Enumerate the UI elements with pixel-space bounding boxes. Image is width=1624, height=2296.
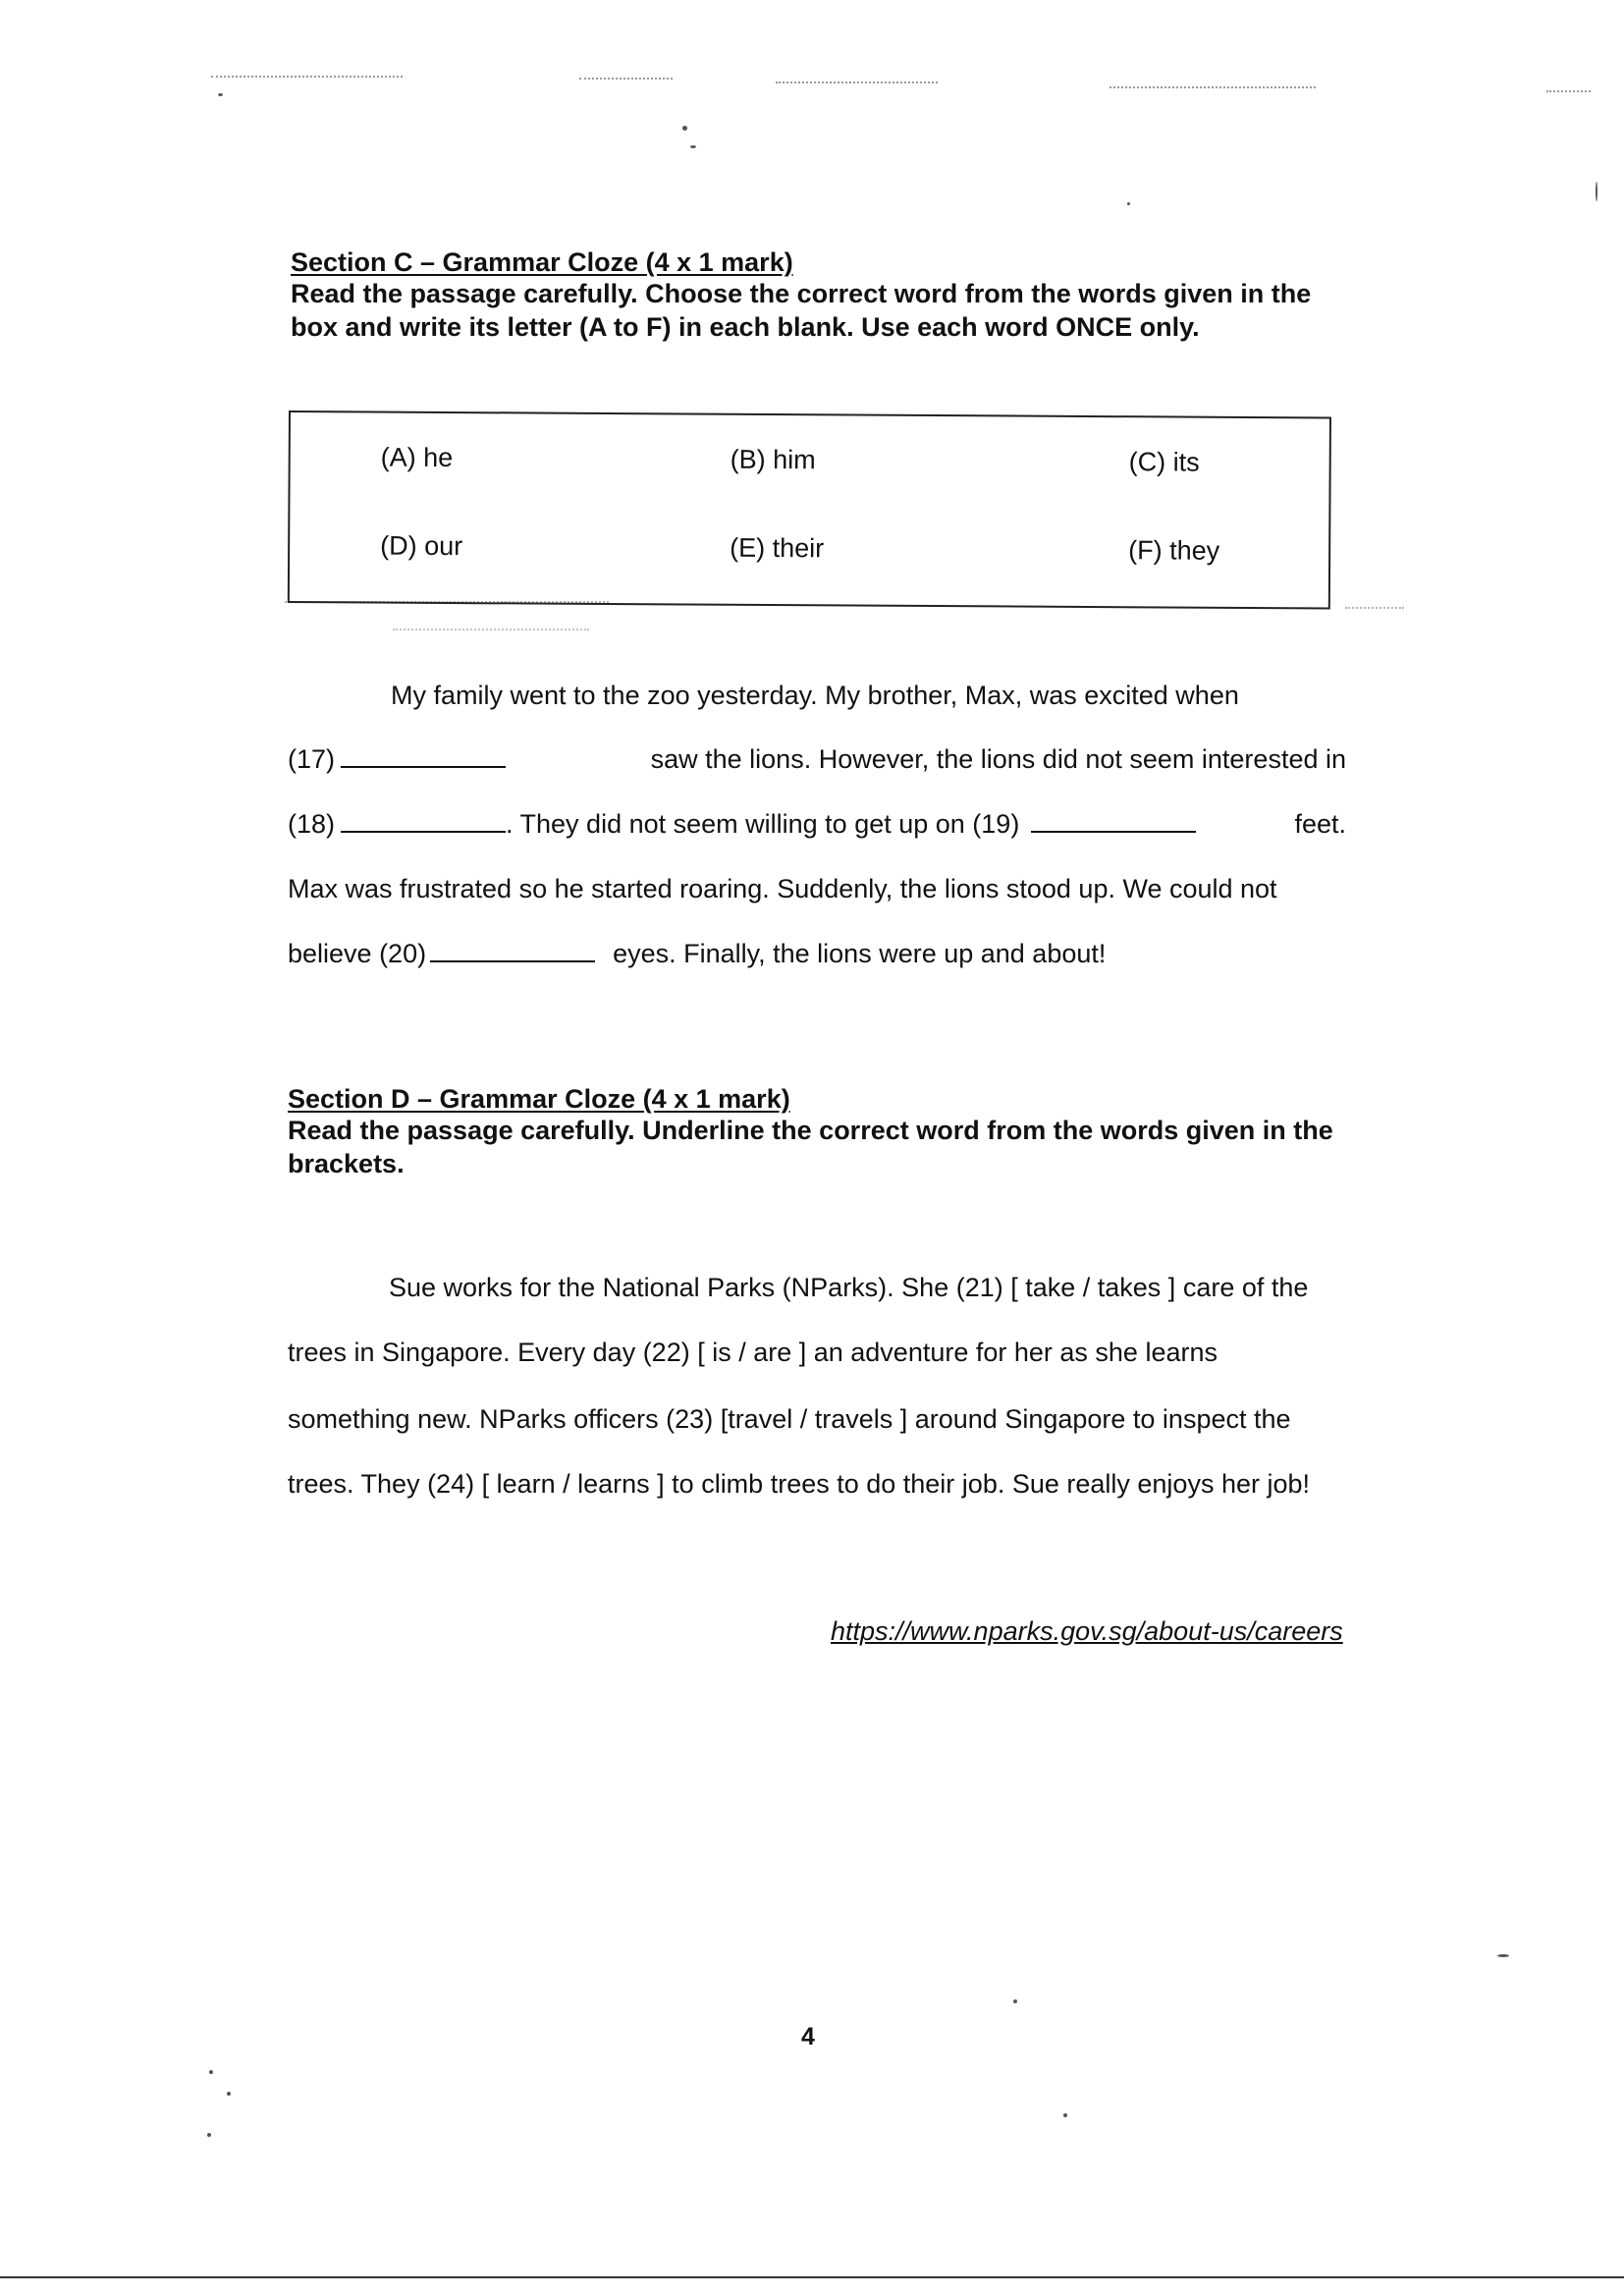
scan-noise — [690, 145, 696, 148]
passage-d-line — [288, 1404, 1346, 1435]
scan-noise — [218, 93, 223, 96]
word-option: (B) him — [730, 444, 816, 475]
passage-text: trees. They (24) [ learn / learns ] to climb trees to do their job. Sue really enjoys her job! — [288, 1469, 1311, 1499]
scan-noise — [1063, 2113, 1067, 2117]
answer-blank-18[interactable] — [341, 809, 506, 833]
scan-noise — [776, 82, 938, 83]
scan-noise — [579, 78, 673, 80]
word-option: (D) our — [380, 530, 463, 562]
section-d-instruction: Read the passage carefully. Underline the correct word from the words given in the brackets. — [288, 1116, 1333, 1178]
scan-noise — [211, 76, 403, 78]
passage-c-line — [288, 809, 1346, 840]
section-d-heading: Section D – Grammar Cloze (4 x 1 mark) — [288, 1084, 790, 1114]
section-c-heading: Section C – Grammar Cloze (4 x 1 mark) — [291, 247, 793, 277]
scan-noise — [207, 2133, 211, 2137]
scan-noise — [393, 629, 589, 630]
blank-group — [288, 744, 512, 775]
passage-d-line — [389, 1273, 1346, 1303]
page-bottom-edge — [0, 2276, 1624, 2278]
passage-text: Sue works for the National Parks (NParks). She (21) [ take / takes ] care of the — [389, 1273, 1309, 1302]
passage-d-line — [288, 1338, 1346, 1368]
scan-noise — [1546, 90, 1591, 92]
section-c-instruction: Read the passage carefully. Choose the correct word from the words given in the box and write its letter (A to F) in each blank. Use each word ONCE only. — [291, 279, 1312, 342]
scan-noise — [1013, 1999, 1017, 2003]
word-option: (E) their — [730, 532, 825, 564]
passage-text: eyes. Finally, the lions were up and about! — [613, 939, 1107, 968]
passage-text: Max was frustrated so he started roaring. Suddenly, the lions stood up. We could not — [288, 874, 1277, 903]
passage-text: saw the lions. However, the lions did not seem interested in — [650, 744, 1346, 774]
blank-number: (17) — [288, 744, 336, 774]
scan-noise — [682, 126, 687, 131]
page-number: 4 — [801, 2023, 815, 2050]
passage-text: trees in Singapore. Every day (22) [ is / are ] an adventure for her as she learns — [288, 1338, 1218, 1367]
scan-noise — [227, 2092, 231, 2096]
scan-noise — [209, 2070, 213, 2074]
passage-text: . They did not seem willing to get up on (19) — [506, 809, 1020, 839]
passage-d-line — [288, 1469, 1346, 1500]
word-option: (A) he — [380, 442, 454, 473]
passage-text: My family went to the zoo yesterday. My brother, Max, was excited when — [391, 681, 1239, 710]
passage-c-line — [288, 939, 1346, 969]
scan-noise — [1127, 202, 1130, 205]
passage-text: something new. NParks officers (23) [travel / travels ] around Singapore to inspect the — [288, 1404, 1291, 1434]
scan-noise — [1345, 607, 1404, 609]
answer-blank-20[interactable] — [430, 939, 595, 962]
source-link[interactable]: https://www.nparks.gov.sg/about-us/careers — [831, 1616, 1343, 1646]
scan-noise — [1497, 1954, 1509, 1957]
passage-c-line — [288, 744, 1346, 775]
scan-noise — [1596, 182, 1597, 201]
blank-number: (18) — [288, 809, 336, 839]
word-option: (C) its — [1128, 447, 1200, 477]
word-options-box — [288, 410, 1331, 609]
scan-noise — [1110, 86, 1316, 88]
passage-c-line — [288, 874, 1346, 904]
answer-blank-17[interactable] — [341, 744, 506, 768]
passage-text: feet. — [1294, 809, 1346, 839]
passage-c-line — [391, 681, 1346, 711]
word-option: (F) they — [1128, 535, 1220, 566]
passage-text: believe (20) — [288, 939, 427, 968]
blank-group — [288, 809, 1202, 840]
answer-blank-19[interactable] — [1031, 809, 1196, 833]
